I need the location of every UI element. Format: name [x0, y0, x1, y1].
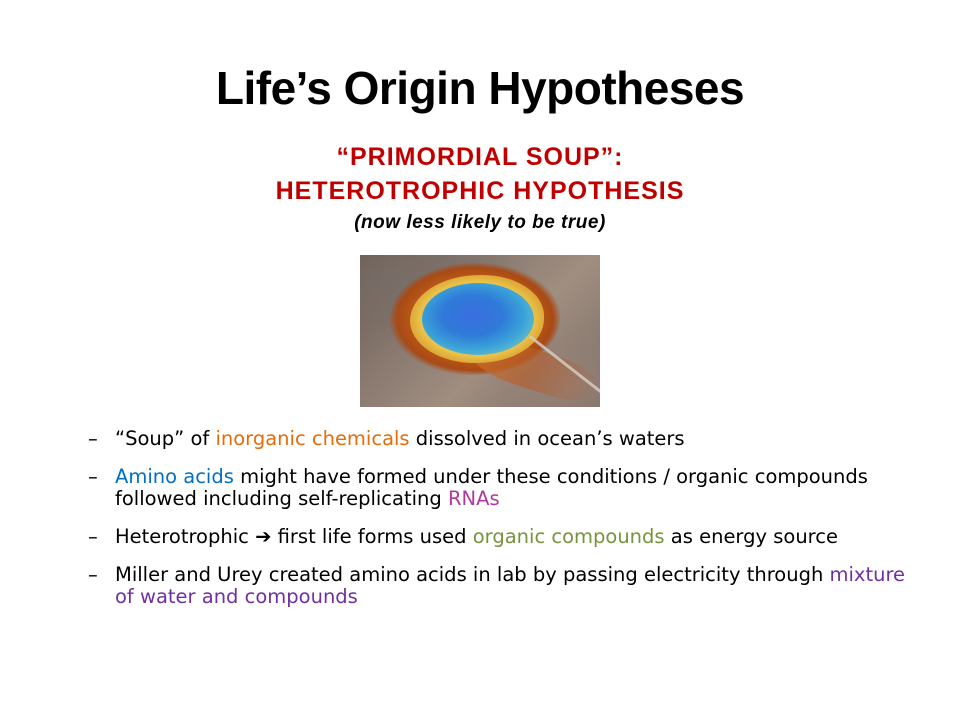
bullet-item-soup [0, 428, 960, 450]
bullet-text: first life forms used [271, 525, 473, 548]
bullet-dash: – [88, 427, 98, 450]
bullet-dash: – [88, 465, 98, 488]
bullet-text: Heterotrophic [115, 525, 256, 548]
highlight-inorganic-chemicals: inorganic chemicals [215, 427, 410, 450]
bullet-dash: – [88, 563, 98, 586]
bullet-text: dissolved in ocean’s waters [409, 427, 685, 450]
bullet-item-miller-urey [0, 564, 960, 608]
bullet-dash: – [88, 525, 98, 548]
bullet-item-heterotrophic [0, 526, 960, 548]
arrow-right-icon: ➔ [255, 525, 272, 548]
subtitle-block [0, 140, 960, 238]
bullet-item-amino-acids [0, 466, 960, 510]
highlight-rnas: RNAs [447, 487, 500, 510]
subtitle-line-2: HETEROTROPHIC HYPOTHESIS [275, 177, 685, 205]
bullet-list [0, 428, 960, 624]
hot-spring-photo [360, 255, 600, 407]
bullet-text: Miller and Urey created amino acids in lab by passing electricity through [115, 563, 830, 586]
highlight-organic-compounds: organic compounds [472, 525, 665, 548]
highlight-amino-acids: Amino acids [115, 465, 234, 488]
slide-title: Life’s Origin Hypotheses [215, 62, 745, 114]
bullet-text: “Soup” of [115, 427, 216, 450]
bullet-text: might have formed under these conditions / organic compounds followed including self-replicating [115, 465, 868, 510]
subtitle-note: (now less likely to be true) [354, 212, 606, 233]
bullet-text: as energy source [664, 525, 838, 548]
subtitle-line-1: “PRIMORDIAL SOUP”: [336, 143, 624, 171]
spring-blue-pool [422, 283, 534, 355]
highlight-mixture: mixture of water and compounds [115, 563, 906, 608]
